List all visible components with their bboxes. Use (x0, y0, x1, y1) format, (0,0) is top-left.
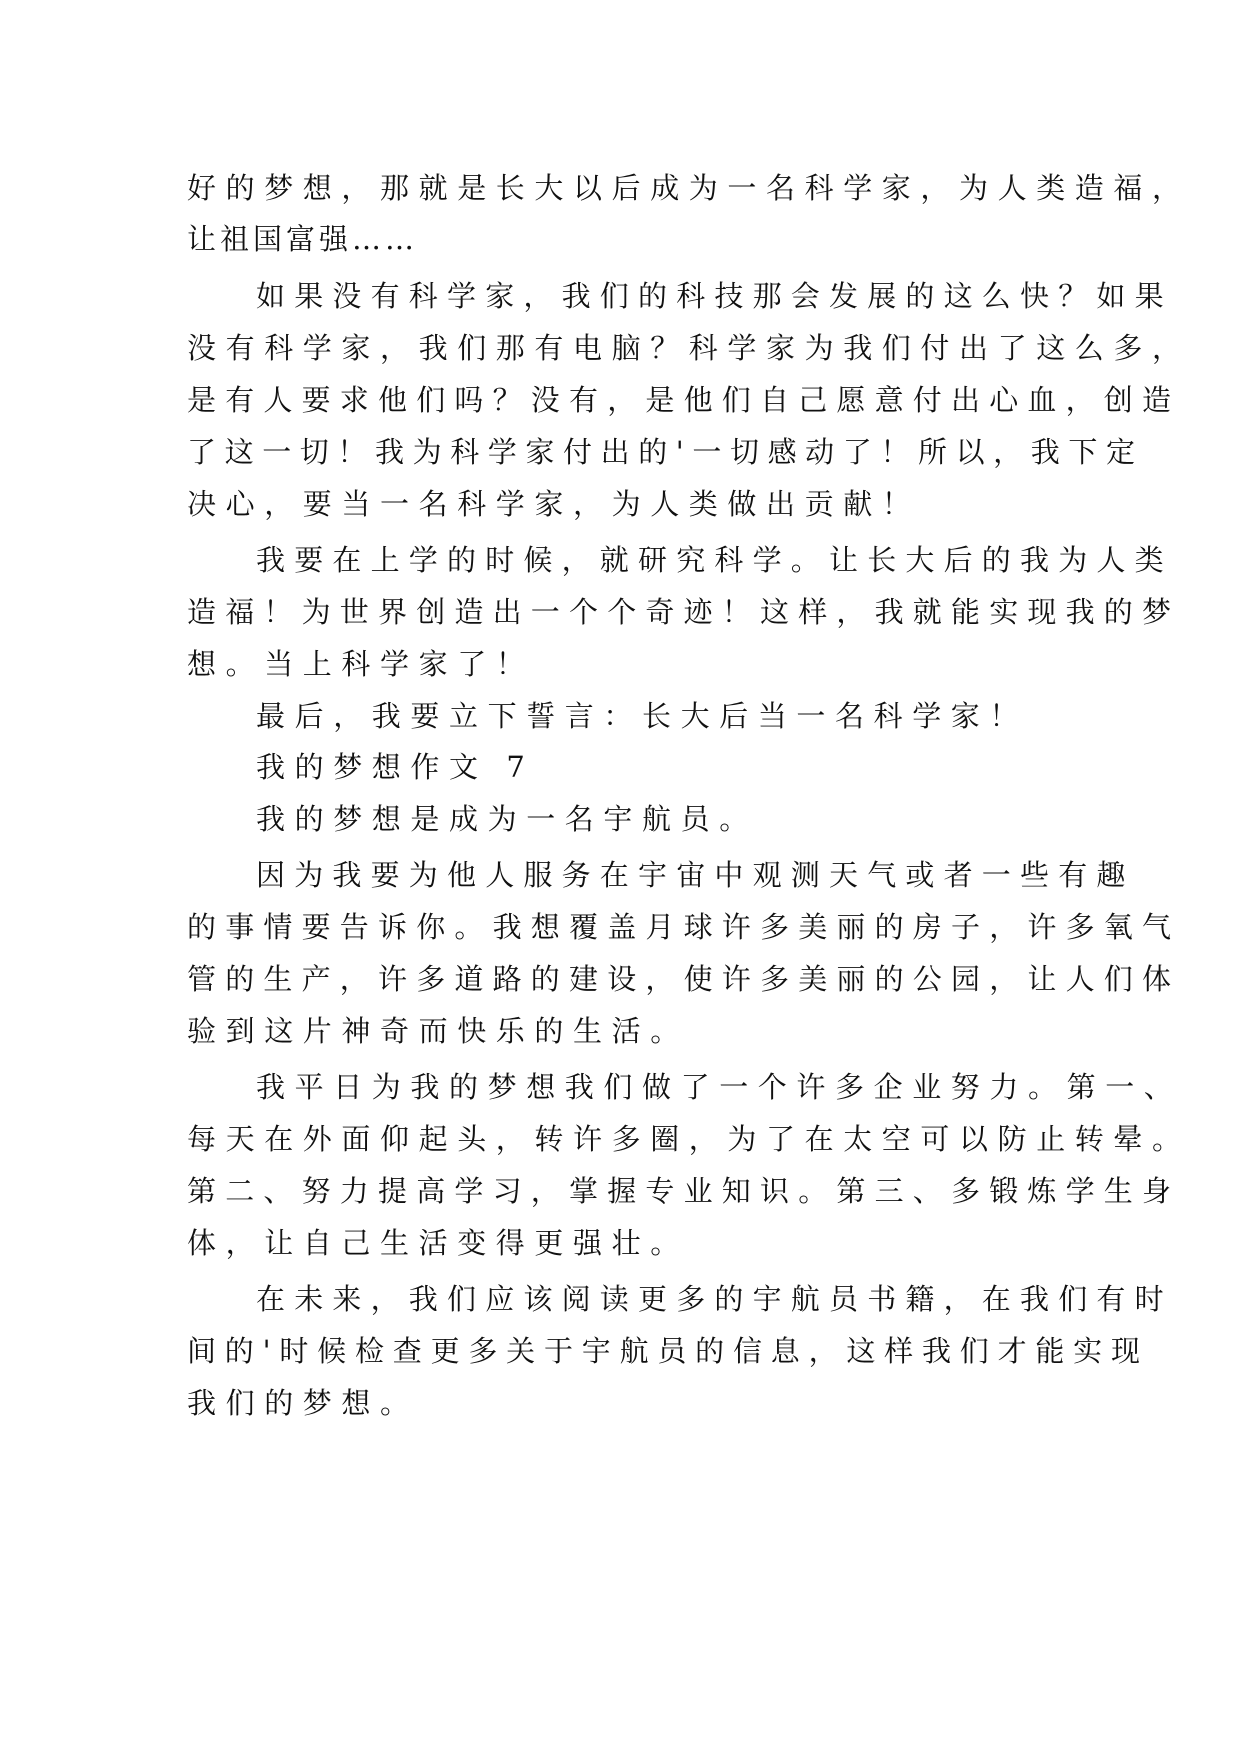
line-text: 决心，要当一名科学家，为人类做出贡献！ (187, 487, 921, 521)
line-text: 了这一切！我为科学家付出的'一切感动了！所以，我下定 (187, 435, 1144, 469)
text-line (0, 587, 1241, 637)
line-text: 是有人要求他们吗？没有，是他们自己愿意付出心血，创造 (187, 383, 1181, 417)
text-line (0, 1218, 1241, 1268)
text-line (0, 479, 1241, 529)
line-text: 我的梦想作文 7 (256, 750, 535, 784)
text-line (0, 1378, 1241, 1428)
line-text: 没有科学家，我们那有电脑？科学家为我们付出了这么多， (187, 331, 1191, 365)
line-text: 好的梦想，那就是长大以后成为一名科学家，为人类造福， (187, 171, 1191, 205)
line-text: 我要在上学的时候，就研究科学。让长大后的我为人类 (256, 543, 1173, 577)
line-text: 第二、努力提高学习，掌握专业知识。第三、多锻炼学生身 (187, 1174, 1181, 1208)
text-line (0, 1166, 1241, 1216)
line-text: 体，让自己生活变得更强壮。 (187, 1226, 689, 1260)
text-line (0, 427, 1241, 477)
line-text: 让祖国富强…… (187, 222, 419, 256)
text-line (0, 375, 1241, 425)
text-line (0, 1326, 1241, 1376)
line-text: 造福！为世界创造出一个个奇迹！这样，我就能实现我的梦 (187, 595, 1181, 629)
text-line (0, 954, 1241, 1004)
line-text: 管的生产，许多道路的建设，使许多美丽的公园，让人们体 (187, 962, 1181, 996)
text-line (0, 902, 1241, 952)
text-line (0, 535, 1241, 585)
text-line (0, 271, 1241, 321)
line-text: 在未来，我们应该阅读更多的宇航员书籍，在我们有时 (256, 1282, 1173, 1316)
text-line (0, 1274, 1241, 1324)
text-line (0, 214, 1241, 264)
text-line (0, 1114, 1241, 1164)
line-text: 的事情要告诉你。我想覆盖月球许多美丽的房子，许多氧气 (187, 910, 1181, 944)
text-line (0, 850, 1241, 900)
text-line (0, 163, 1241, 213)
line-text: 我们的梦想。 (187, 1386, 419, 1420)
text-line (0, 1062, 1241, 1112)
text-line (0, 794, 1241, 844)
section-heading (0, 742, 1241, 792)
line-text: 验到这片神奇而快乐的生活。 (187, 1014, 689, 1048)
line-text: 每天在外面仰起头，转许多圈，为了在太空可以防止转晕。 (187, 1122, 1191, 1156)
line-text: 如果没有科学家，我们的科技那会发展的这么快？如果 (256, 279, 1173, 313)
line-text: 想。当上科学家了！ (187, 647, 535, 681)
line-text: 我的梦想是成为一名宇航员。 (256, 802, 758, 836)
line-text: 间的'时候检查更多关于宇航员的信息，这样我们才能实现 (187, 1334, 1149, 1368)
line-text: 因为我要为他人服务在宇宙中观测天气或者一些有趣 (256, 858, 1135, 892)
text-line (0, 1006, 1241, 1056)
line-text: 最后，我要立下誓言：长大后当一名科学家！ (256, 699, 1029, 733)
text-line (0, 691, 1241, 741)
text-line (0, 639, 1241, 689)
text-line (0, 323, 1241, 373)
line-text: 我平日为我的梦想我们做了一个许多企业努力。第一、 (256, 1070, 1183, 1104)
